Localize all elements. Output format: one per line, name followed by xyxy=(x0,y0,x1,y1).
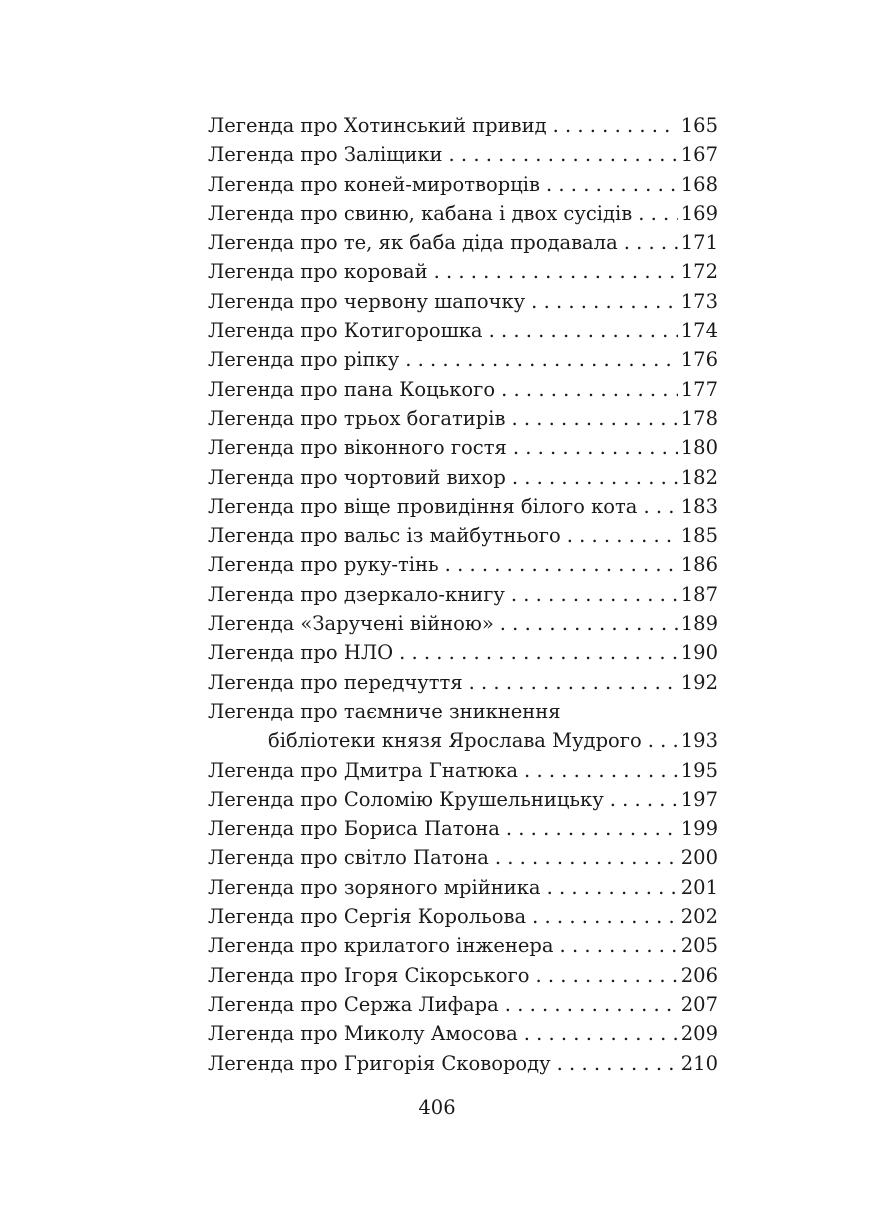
toc-entry-title: Легенда про вальс із майбутнього xyxy=(208,524,561,548)
toc-entry-page: 167 xyxy=(680,143,718,167)
toc-entry-page: 182 xyxy=(680,465,718,489)
toc-entry-page: 176 xyxy=(680,348,718,372)
dot-leader xyxy=(512,463,678,492)
toc-entry-title: Легенда про віще провидіння білого кота xyxy=(208,494,638,518)
dot-leader xyxy=(469,668,678,697)
toc-entry xyxy=(208,1049,718,1078)
toc-entry xyxy=(208,609,718,638)
toc-entry-title: Легенда про зоряного мрійника xyxy=(208,875,541,899)
toc-entry-page: 186 xyxy=(680,553,718,577)
toc-entry-title: Легенда про трьох богатирів xyxy=(208,406,506,430)
toc-entry-page: 205 xyxy=(680,934,718,958)
toc-entry xyxy=(208,814,718,843)
toc-entry xyxy=(208,140,718,169)
toc-entry-page: 189 xyxy=(680,612,718,636)
toc-entry-title: Легенда про Заліщики xyxy=(208,143,443,167)
toc-entry-page: 193 xyxy=(680,729,718,753)
toc-entry-title: Легенда про світло Патона xyxy=(208,846,489,870)
toc-entry-page: 192 xyxy=(680,670,718,694)
toc-entry-title: Легенда про пана Коцького xyxy=(208,377,496,401)
toc-entry xyxy=(208,638,718,667)
dot-leader xyxy=(560,931,678,960)
toc-entry-page: 190 xyxy=(680,641,718,665)
toc-entry-title: Легенда про свиню, кабана і двох сусідів xyxy=(208,201,633,225)
toc-entry xyxy=(208,433,718,462)
toc-entry xyxy=(208,228,718,257)
toc-entry-title: Легенда про Сержа Лифара xyxy=(208,992,499,1016)
toc-entry-title: Легенда про Котигорошка xyxy=(208,319,483,343)
dot-leader xyxy=(624,228,678,257)
dot-leader xyxy=(643,492,677,521)
toc-entry-title: Легенда про Дмитра Гнатюка xyxy=(208,758,519,782)
toc-entry xyxy=(208,931,718,960)
toc-entry-title: Легенда про Соломію Крушельницьку xyxy=(208,787,604,811)
toc-entry-title-line: Легенда про таємниче зникнення xyxy=(208,699,561,723)
toc-entry-title: Легенда про Ігоря Сікорського xyxy=(208,963,530,987)
toc-entry-page: 195 xyxy=(680,758,718,782)
table-of-contents xyxy=(208,111,718,1078)
toc-entry-page: 207 xyxy=(680,992,718,1016)
dot-leader xyxy=(553,111,678,140)
dot-leader xyxy=(511,404,677,433)
toc-entry xyxy=(208,961,718,990)
dot-leader xyxy=(535,961,677,990)
toc-entry-page: 172 xyxy=(680,260,718,284)
toc-entry-page: 178 xyxy=(680,406,718,430)
dot-leader xyxy=(513,433,678,462)
dot-leader xyxy=(638,199,678,228)
dot-leader xyxy=(531,287,678,316)
toc-entry xyxy=(208,843,718,872)
toc-entry-title: Легенда про коней-миротворців xyxy=(208,172,540,196)
toc-entry-page: 165 xyxy=(680,114,718,137)
dot-leader xyxy=(495,843,678,872)
toc-entry-page: 169 xyxy=(680,201,718,225)
toc-entry-page: 210 xyxy=(680,1051,718,1075)
toc-entry-page: 174 xyxy=(680,319,718,343)
toc-entry xyxy=(208,990,718,1019)
toc-entry-title: Легенда про віконного гостя xyxy=(208,436,507,460)
toc-entry xyxy=(208,170,718,199)
dot-leader xyxy=(567,521,678,550)
dot-leader xyxy=(506,814,678,843)
toc-entry-page: 177 xyxy=(680,377,718,401)
toc-entry-title: Легенда про Григорія Сковороду xyxy=(208,1051,551,1075)
dot-leader xyxy=(434,257,678,286)
toc-entry xyxy=(208,902,718,931)
toc-entry-page: 185 xyxy=(680,524,718,548)
toc-entry-page: 201 xyxy=(680,875,718,899)
page-number: 406 xyxy=(418,1096,456,1119)
dot-leader xyxy=(557,1049,678,1078)
toc-entry xyxy=(208,756,718,785)
toc-entry-title: Легенда про дзеркало-книгу xyxy=(208,582,505,606)
toc-entry-title: Легенда про Миколу Амосова xyxy=(208,1022,518,1046)
toc-entry xyxy=(208,404,718,433)
dot-leader xyxy=(610,785,678,814)
toc-entry xyxy=(208,873,718,902)
dot-leader xyxy=(524,1019,678,1048)
toc-entry-page: 202 xyxy=(680,905,718,929)
toc-entry-page: 200 xyxy=(680,846,718,870)
dot-leader xyxy=(532,902,678,931)
dot-leader xyxy=(648,726,678,755)
toc-entry xyxy=(208,492,718,521)
dot-leader xyxy=(524,756,678,785)
toc-entry-title: Легенда про НЛО xyxy=(208,641,394,665)
dot-leader xyxy=(547,873,678,902)
dot-leader xyxy=(511,580,678,609)
toc-entry-title: Легенда про те, як баба діда продавала xyxy=(208,231,618,255)
toc-entry-title: Легенда про передчуття xyxy=(208,670,463,694)
toc-entry-title: Легенда про Сергія Корольова xyxy=(208,905,527,929)
toc-entry-page: 199 xyxy=(680,817,718,841)
dot-leader xyxy=(501,375,678,404)
toc-entry xyxy=(208,316,718,345)
dot-leader xyxy=(546,170,678,199)
toc-entry xyxy=(208,199,718,228)
toc-entry xyxy=(208,668,718,697)
toc-entry xyxy=(208,375,718,404)
dot-leader xyxy=(505,990,678,1019)
dot-leader xyxy=(449,140,678,169)
toc-entry xyxy=(208,345,718,374)
toc-entry-page: 173 xyxy=(680,289,718,313)
toc-entry-title: Легенда про ріпку xyxy=(208,348,400,372)
dot-leader xyxy=(445,550,678,579)
toc-entry-title: Легенда про червону шапочку xyxy=(208,289,526,313)
dot-leader xyxy=(399,638,678,667)
toc-entry xyxy=(208,463,718,492)
toc-entry-page: 183 xyxy=(680,494,718,518)
toc-entry-page: 187 xyxy=(680,582,718,606)
dot-leader xyxy=(500,609,678,638)
toc-entry xyxy=(208,580,718,609)
dot-leader xyxy=(405,345,678,374)
toc-entry-page: 171 xyxy=(680,231,718,255)
toc-entry xyxy=(208,287,718,316)
toc-entry-page: 168 xyxy=(680,172,718,196)
toc-entry-title: Легенда про Бориса Патона xyxy=(208,817,500,841)
toc-entry xyxy=(208,257,718,286)
toc-entry-page: 209 xyxy=(680,1022,718,1046)
toc-entry xyxy=(208,111,718,140)
toc-entry-title: Легенда про коровай xyxy=(208,260,428,284)
toc-entry-title: Легенда про руку-тінь xyxy=(208,553,439,577)
toc-entry-title: Легенда про крилатого інженера xyxy=(208,934,554,958)
toc-entry xyxy=(208,1019,718,1048)
toc-entry-page: 180 xyxy=(680,436,718,460)
toc-entry-title: Легенда про чортовий вихор xyxy=(208,465,506,489)
toc-entry xyxy=(208,785,718,814)
dot-leader xyxy=(489,316,678,345)
toc-entry-title: бібліотеки князя Ярослава Мудрого xyxy=(268,729,642,753)
toc-entry-title: Легенда про Хотинський привид xyxy=(208,114,547,137)
toc-entry-page: 197 xyxy=(680,787,718,811)
toc-entry-title: Легенда «Заручені війною» xyxy=(208,612,494,636)
toc-entry xyxy=(208,521,718,550)
toc-entry xyxy=(208,726,718,755)
toc-entry xyxy=(208,550,718,579)
toc-entry-page: 206 xyxy=(680,963,718,987)
